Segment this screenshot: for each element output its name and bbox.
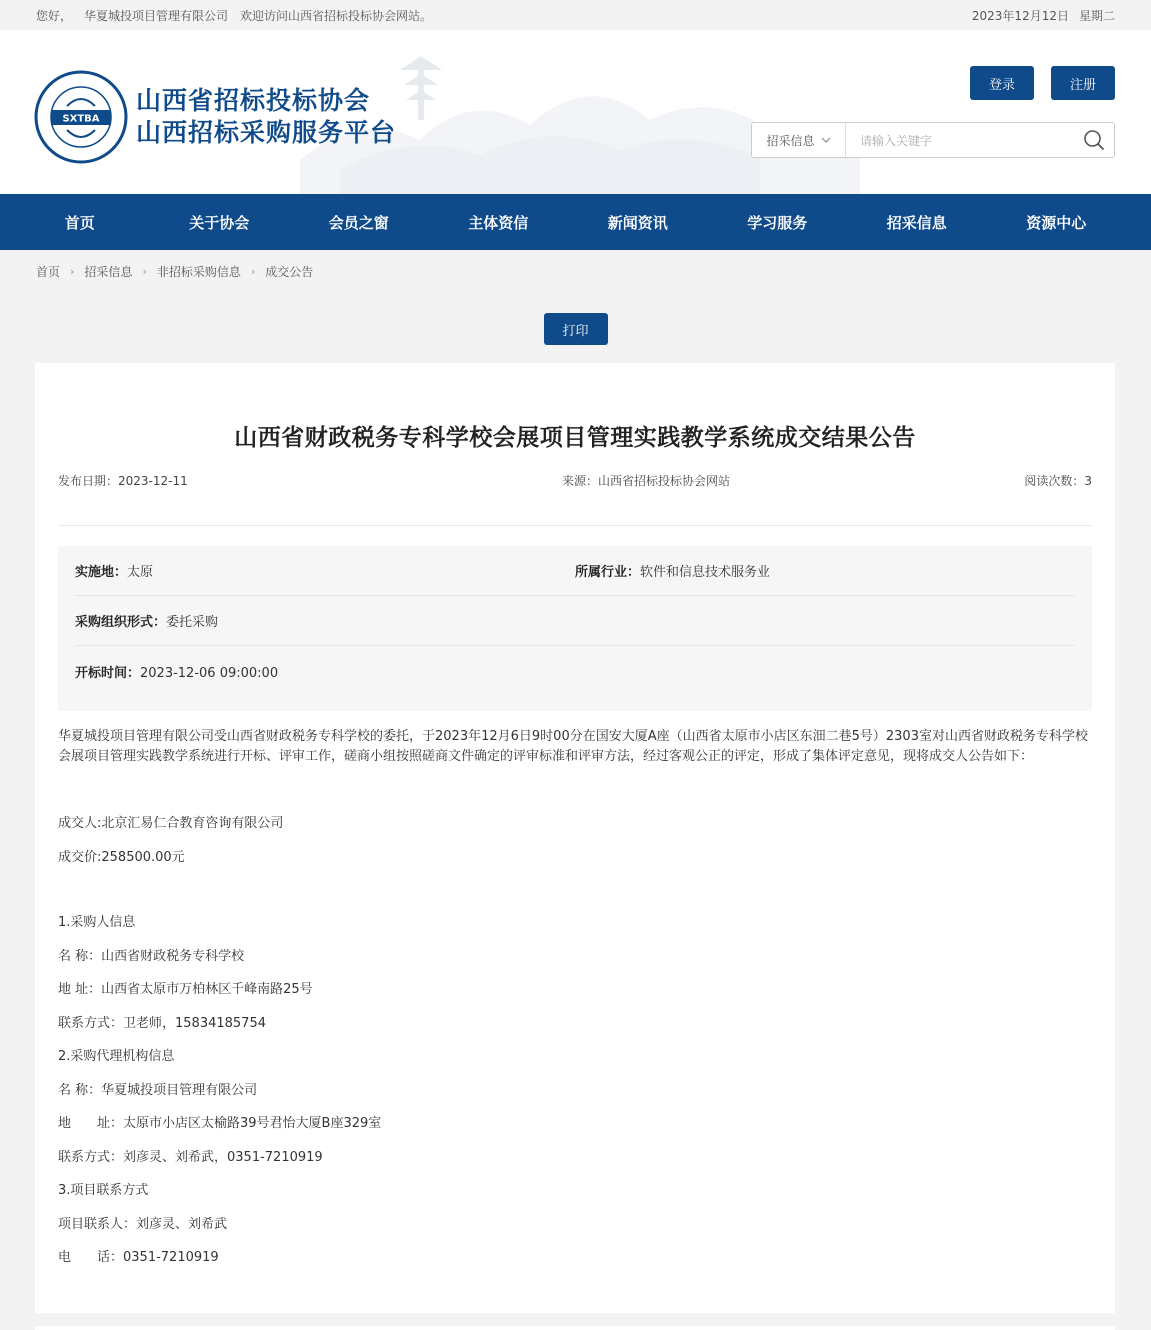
greeting-text: 您好，: [36, 8, 73, 23]
breadcrumb-non-tender[interactable]: 非招标采购信息: [156, 264, 241, 279]
breadcrumb-current: 成交公告: [265, 264, 314, 279]
project-contact-person: 项目联系人：刘彦灵、刘希武: [58, 1216, 228, 1232]
open-time-value: 2023-12-06 09:00:00: [140, 665, 279, 681]
site-header: [0, 30, 1151, 194]
nav-item-resources[interactable]: 资源中心: [1026, 213, 1087, 232]
search-box: [751, 122, 1115, 158]
welcome-text: 欢迎访问山西省招标投标协会网站。: [240, 8, 433, 23]
search-category-select[interactable]: [752, 123, 846, 157]
section3-title: 3.项目联系方式: [58, 1183, 149, 1198]
view-count: 阅读次数：3: [1024, 474, 1092, 488]
nav-item-about[interactable]: 关于协会: [189, 213, 250, 232]
article-body: [58, 727, 1092, 1275]
site-title-1: 山西省招标投标协会: [136, 86, 371, 115]
search-category-value: 招采信息: [766, 133, 815, 148]
project-phone: 电 话：0351-7210919: [58, 1250, 219, 1265]
print-button[interactable]: 打印: [544, 313, 608, 345]
chevron-right-icon: ›: [142, 264, 147, 278]
article-meta: [58, 472, 1092, 526]
sxtba-seal-logo: [34, 70, 128, 164]
info-row: [75, 596, 1075, 646]
location-label: 实施地：: [75, 565, 128, 580]
site-logo[interactable]: [34, 70, 396, 164]
chevron-down-icon: [821, 137, 831, 143]
nav-item-procurement[interactable]: 招采信息: [886, 213, 947, 232]
project-info-box: [58, 546, 1092, 711]
main-nav: [0, 194, 1151, 250]
org-form-label: 采购组织形式：: [75, 615, 167, 630]
svg-text:SXTBA: SXTBA: [62, 113, 100, 125]
nav-item-credit[interactable]: 主体资信: [468, 213, 529, 232]
info-row: [75, 646, 1075, 696]
article-source: 来源：山西省招标投标协会网站: [562, 474, 731, 488]
winner-line: 成交人:北京汇易仁合教育咨询有限公司: [58, 816, 284, 831]
register-button[interactable]: 注册: [1051, 66, 1115, 100]
purchaser-contact: 联系方式：卫老师，15834185754: [58, 1015, 266, 1031]
org-form-value: 委托采购: [166, 615, 219, 630]
agency-contact: 联系方式：刘彦灵、刘希武，0351-7210919: [58, 1149, 323, 1165]
current-date: 2023年12月12日: [971, 8, 1069, 23]
next-card-edge: [35, 1326, 1115, 1330]
agency-name: 名 称：华夏城投项目管理有限公司: [58, 1082, 258, 1098]
price-line: 成交价:258500.00元: [58, 849, 185, 865]
nav-item-news[interactable]: 新闻资讯: [607, 213, 668, 232]
publish-date: 发布日期：2023-12-11: [58, 474, 188, 488]
login-button[interactable]: 登录: [970, 66, 1034, 100]
article-title: 山西省财政税务专科学校会展项目管理实践教学系统成交结果公告: [234, 425, 916, 451]
purchaser-name: 名 称：山西省财政税务专科学校: [58, 948, 245, 964]
info-row: [75, 546, 1075, 596]
breadcrumb-home[interactable]: 首页: [36, 264, 61, 279]
chevron-right-icon: ›: [250, 264, 256, 278]
current-weekday: 星期二: [1078, 8, 1115, 23]
article-card: [35, 363, 1115, 1313]
location-value: 太原: [127, 565, 154, 580]
industry-value: 软件和信息技术服务业: [640, 565, 771, 580]
agency-address: 地 址：太原市小店区太榆路39号君怡大厦B座329室: [58, 1116, 382, 1131]
industry-label: 所属行业：: [575, 565, 641, 580]
nav-item-home[interactable]: 首页: [64, 213, 95, 232]
search-input[interactable]: 请输入关键字: [860, 133, 933, 148]
open-time-label: 开标时间：: [75, 665, 141, 681]
top-bar: [0, 0, 1151, 30]
intro-paragraph: 华夏城投项目管理有限公司受山西省财政税务专科学校的委托，于2023年12月6日9时00分在国安大厦A座（山西省太原市小店区东沺二巷5号）2303室对山西省财政税务专科学校会展项目管理实践教学系统进行开标、评审工作，磋商小组按照磋商文件确定的评审标准和评审方法，经过客观公正的评定，形成了集体评定意见，现将成交人公告如下：: [58, 729, 1088, 764]
nav-item-members[interactable]: 会员之窗: [328, 213, 389, 232]
user-company: 华夏城投项目管理有限公司: [84, 8, 229, 23]
purchaser-address: 地 址：山西省太原市万柏林区千峰南路25号: [58, 982, 313, 997]
auth-buttons: [970, 66, 1115, 100]
breadcrumb-procurement[interactable]: 招采信息: [84, 264, 133, 279]
site-title-2: 山西招标采购服务平台: [136, 118, 397, 147]
date-display: [962, 7, 1115, 24]
breadcrumb: [0, 250, 1151, 292]
search-button[interactable]: [1074, 129, 1114, 151]
print-row: [0, 292, 1151, 344]
search-icon: [1083, 129, 1105, 151]
greeting-bar: [36, 7, 444, 24]
chevron-right-icon: ›: [70, 264, 75, 278]
nav-item-learning[interactable]: 学习服务: [747, 213, 808, 232]
section1-title: 1.采购人信息: [58, 915, 136, 930]
section2-title: 2.采购代理机构信息: [58, 1049, 175, 1064]
